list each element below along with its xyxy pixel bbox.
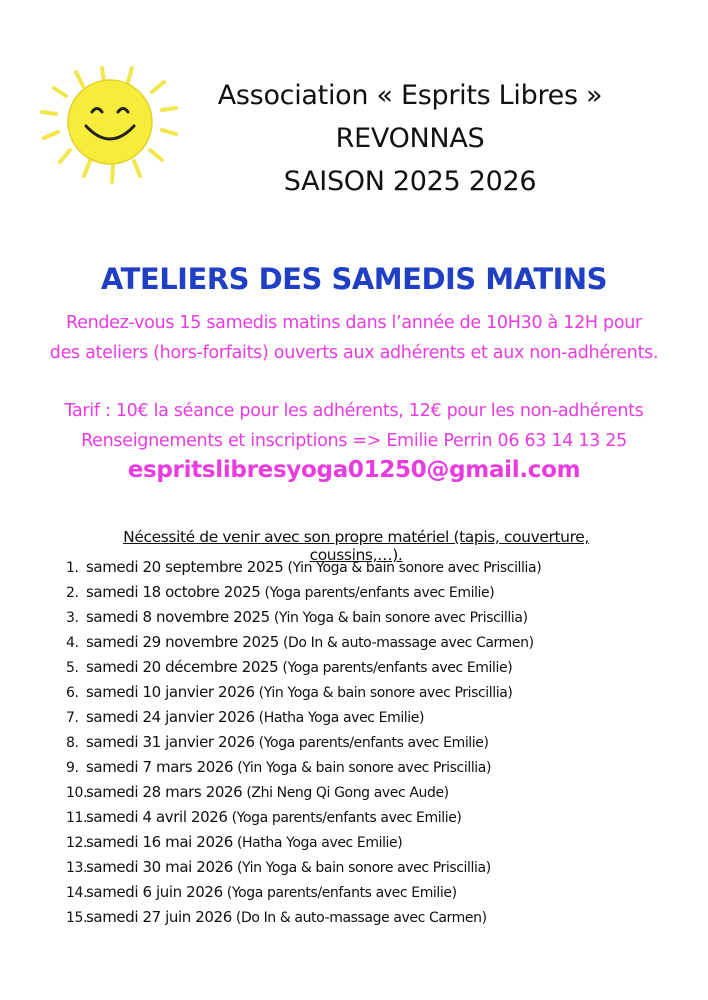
page-title: ATELIERS DES SAMEDIS MATINS	[100, 262, 608, 296]
session-detail: (Yin Yoga & bain sonore avec Priscillia)	[236, 860, 491, 876]
list-item	[66, 805, 541, 830]
session-date: samedi 20 décembre 2025	[86, 658, 279, 676]
header	[190, 74, 630, 203]
session-detail: (Yin Yoga & bain sonore avec Priscillia)	[287, 560, 542, 576]
contact-line: Renseignements et inscriptions => Emilie Perrin 06 63 14 13 25	[81, 431, 627, 451]
session-number: 8.	[66, 735, 79, 751]
session-number: 12.	[66, 835, 88, 851]
list-item	[66, 655, 541, 680]
session-date: samedi 31 janvier 2026	[86, 733, 255, 751]
session-date: samedi 29 novembre 2025	[86, 633, 279, 651]
association-name: Association « Esprits Libres »	[217, 80, 603, 111]
list-item	[66, 605, 541, 630]
session-number: 3.	[66, 610, 79, 626]
smiling-sun-icon	[36, 62, 186, 192]
session-detail: (Zhi Neng Qi Gong avec Aude)	[246, 785, 449, 801]
list-item	[66, 730, 541, 755]
session-number: 13.	[66, 860, 88, 876]
sessions-list	[66, 555, 541, 930]
session-detail: (Hatha Yoga avec Emilie)	[258, 710, 425, 726]
session-number: 9.	[66, 760, 79, 776]
session-number: 2.	[66, 585, 79, 601]
session-number: 15.	[66, 910, 88, 926]
list-item	[66, 630, 541, 655]
session-date: samedi 28 mars 2026	[86, 783, 243, 801]
intro-line-2: des ateliers (hors-forfaits) ouverts aux adhérents et aux non-adhérents.	[49, 343, 659, 363]
session-date: samedi 18 octobre 2025	[86, 583, 261, 601]
session-number: 5.	[66, 660, 79, 676]
session-number: 11.	[66, 810, 88, 826]
list-item	[66, 880, 541, 905]
session-detail: (Yoga parents/enfants avec Emilie)	[258, 735, 489, 751]
list-item	[66, 555, 541, 580]
pricing-line: Tarif : 10€ la séance pour les adhérents, 12€ pour les non-adhérents	[64, 401, 644, 421]
session-detail: (Do In & auto-massage avec Carmen)	[235, 910, 487, 926]
session-detail: (Yoga parents/enfants avec Emilie)	[226, 885, 457, 901]
session-date: samedi 6 juin 2026	[86, 883, 223, 901]
season: SAISON 2025 2026	[283, 166, 537, 197]
session-number: 14.	[66, 885, 88, 901]
list-item	[66, 680, 541, 705]
list-item	[66, 855, 541, 880]
list-item	[66, 780, 541, 805]
list-item	[66, 755, 541, 780]
session-detail: (Yin Yoga & bain sonore avec Priscillia)	[258, 685, 513, 701]
session-date: samedi 4 avril 2026	[86, 808, 228, 826]
session-detail: (Yin Yoga & bain sonore avec Priscillia)	[237, 760, 492, 776]
equipment-note: Nécessité de venir avec son propre matériel (tapis, couverture, coussins,…).	[123, 528, 589, 564]
intro-text	[0, 308, 708, 368]
session-date: samedi 7 mars 2026	[86, 758, 234, 776]
session-number: 6.	[66, 685, 79, 701]
intro-line-1: Rendez-vous 15 samedis matins dans l’année de 10H30 à 12H pour	[66, 313, 642, 333]
list-item	[66, 905, 541, 930]
town-name: REVONNAS	[335, 123, 485, 154]
session-date: samedi 10 janvier 2026	[86, 683, 255, 701]
session-number: 1.	[66, 560, 79, 576]
pricing-info	[0, 396, 708, 456]
session-detail: (Yin Yoga & bain sonore avec Priscillia)	[273, 610, 528, 626]
session-number: 10.	[66, 785, 88, 801]
session-number: 4.	[66, 635, 79, 651]
session-detail: (Yoga parents/enfants avec Emilie)	[231, 810, 462, 826]
list-item	[66, 830, 541, 855]
session-number: 7.	[66, 710, 79, 726]
session-detail: (Yoga parents/enfants avec Emilie)	[282, 660, 513, 676]
session-detail: (Hatha Yoga avec Emilie)	[236, 835, 403, 851]
session-date: samedi 8 novembre 2025	[86, 608, 270, 626]
contact-email: espritslibresyoga01250@gmail.com	[127, 457, 581, 483]
session-detail: (Do In & auto-massage avec Carmen)	[282, 635, 534, 651]
session-date: samedi 30 mai 2026	[86, 858, 233, 876]
list-item	[66, 580, 541, 605]
session-date: samedi 27 juin 2026	[86, 908, 232, 926]
session-date: samedi 16 mai 2026	[86, 833, 233, 851]
session-date: samedi 20 septembre 2025	[86, 558, 284, 576]
list-item	[66, 705, 541, 730]
session-date: samedi 24 janvier 2026	[86, 708, 255, 726]
session-detail: (Yoga parents/enfants avec Emilie)	[264, 585, 495, 601]
